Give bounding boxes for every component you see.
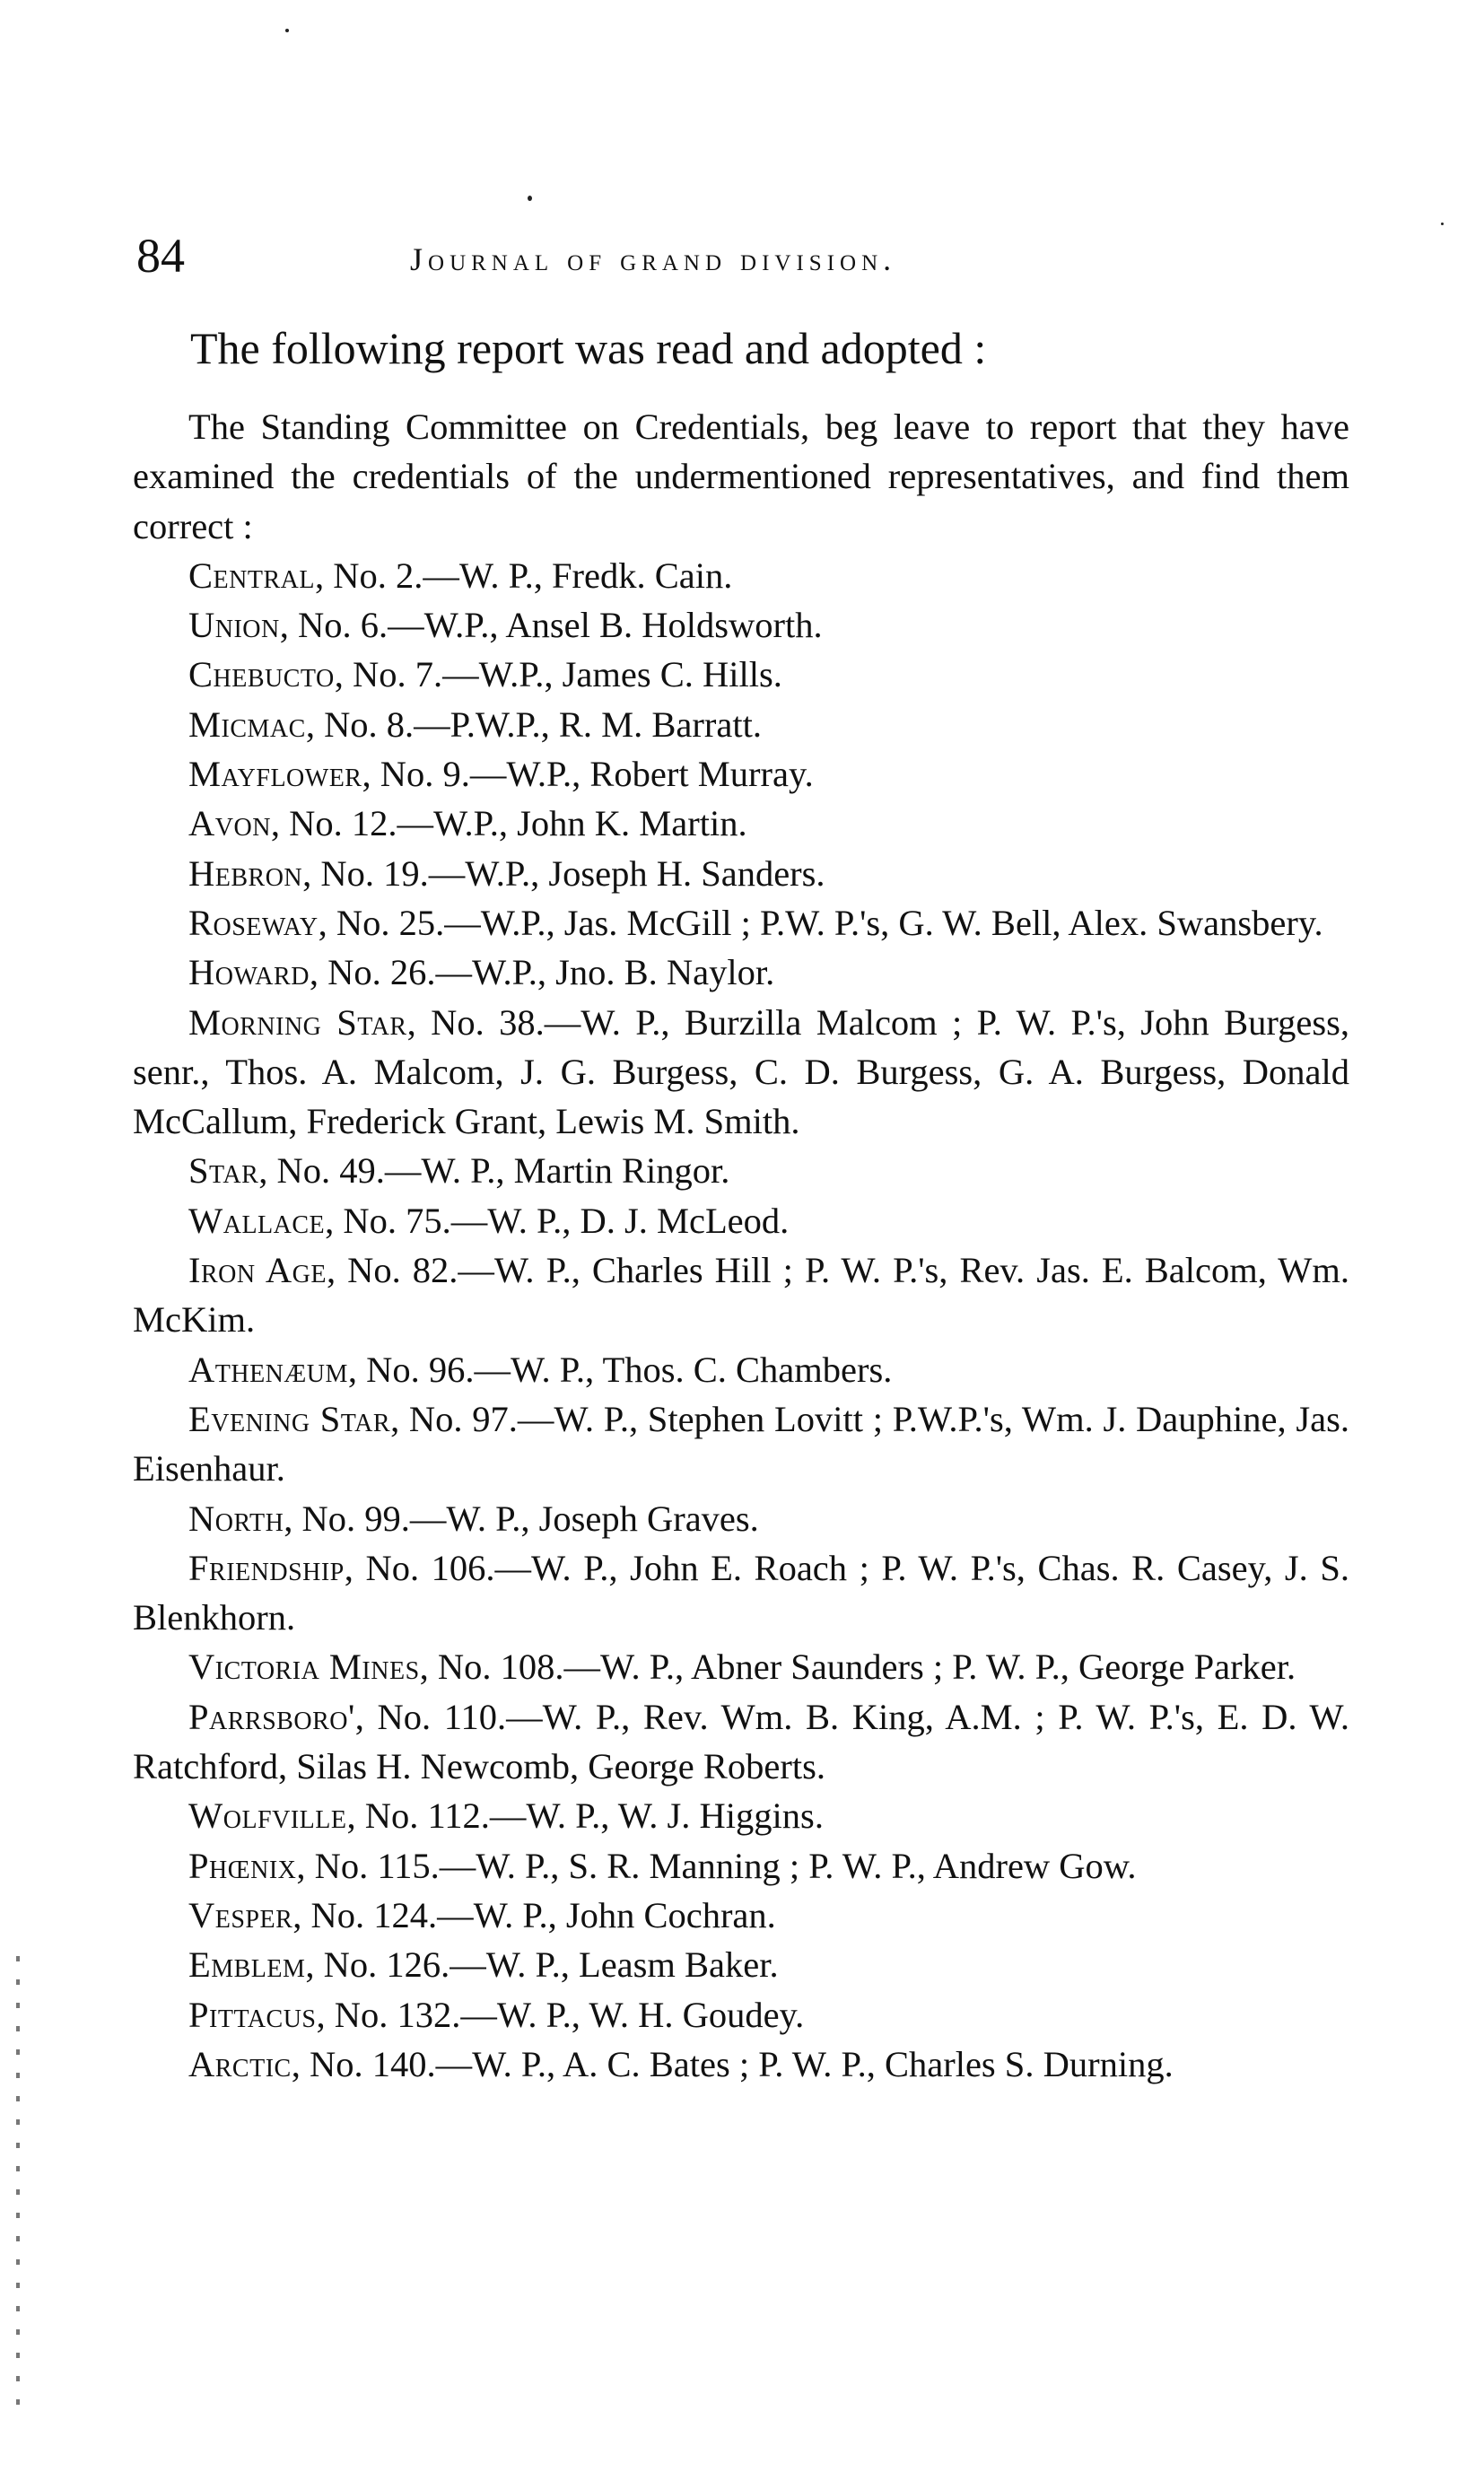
lodge-name: Pittacus	[188, 1994, 317, 2035]
list-item	[133, 1345, 1349, 1394]
lodge-name: Athenæum	[188, 1349, 348, 1390]
lodge-representatives: , No. 49.—W. P., Martin Ringor.	[258, 1150, 730, 1192]
lodge-name: Mayflower	[188, 754, 362, 795]
lodge-representatives: , No. 19.—W.P., Joseph H. Sanders.	[302, 852, 825, 894]
lodge-name: Wallace	[188, 1200, 326, 1241]
lodge-name: Victoria Mines	[188, 1647, 420, 1688]
lodge-representatives: , No. 99.—W. P., Joseph Graves.	[284, 1498, 759, 1539]
list-item	[133, 998, 1349, 1147]
lodge-name: Star	[188, 1150, 259, 1192]
lodge-representatives: , No. 96.—W. P., Thos. C. Chambers.	[347, 1349, 893, 1390]
list-item	[133, 1494, 1349, 1543]
lodge-representatives: , No. 7.—W.P., James C. Hills.	[334, 654, 782, 695]
running-head	[136, 224, 1357, 287]
lodge-name: Central	[188, 555, 315, 596]
list-item	[133, 849, 1349, 898]
list-item	[133, 799, 1349, 848]
list-item	[133, 1990, 1349, 2040]
list-item	[133, 1196, 1349, 1245]
lodge-representatives: , No. 126.—W. P., Leasm Baker.	[305, 1944, 779, 1986]
list-item	[133, 1543, 1349, 1643]
lodge-name: Iron Age	[188, 1250, 327, 1291]
lodge-representatives: , No. 108.—W. P., Abner Saunders ; P. W. P., George Parker.	[419, 1647, 1296, 1688]
list-item	[133, 600, 1349, 650]
lodge-representatives: , No. 124.—W. P., John Cochran.	[292, 1894, 776, 1935]
lodge-name: Friendship	[188, 1547, 345, 1588]
committee-statement: The Standing Committee on Credentials, beg leave to report that they have examined the credentials of the undermentioned representatives, and find them correct :	[133, 406, 1349, 546]
list-item	[133, 1841, 1349, 1891]
credentials-report	[133, 402, 1349, 2089]
lodge-name: Evening Star	[188, 1398, 391, 1439]
entry-list	[133, 551, 1349, 2089]
margin-dotted-line	[16, 1956, 20, 2423]
page-number: 84	[136, 229, 185, 283]
intro-line: The following report was read and adopted :	[190, 323, 987, 373]
lodge-representatives: , No. 132.—W. P., W. H. Goudey.	[316, 1994, 805, 2035]
lodge-name: Morning Star	[188, 1001, 407, 1043]
lodge-name: North	[188, 1498, 284, 1539]
list-item	[133, 948, 1349, 997]
list-item	[133, 650, 1349, 699]
lodge-representatives: , No. 106.—W. P., John E. Roach ; P. W. P.'s, Chas. R. Casey, J. S. Blenkhorn.	[133, 1547, 1349, 1638]
lodge-representatives: , No. 2.—W. P., Fredk. Cain.	[314, 555, 733, 596]
lodge-name: Hebron	[188, 852, 303, 894]
lodge-representatives: , No. 97.—W. P., Stephen Lovitt ; P.W.P.'s, Wm. J. Dauphine, Jas. Eisenhaur.	[133, 1398, 1349, 1489]
lodge-representatives: , No. 115.—W. P., S. R. Manning ; P. W. P., Andrew Gow.	[296, 1845, 1137, 1886]
ink-speck	[528, 196, 532, 201]
list-item	[133, 898, 1349, 948]
lodge-name: Avon	[188, 803, 271, 844]
lodge-name: Parrsboro'	[188, 1696, 355, 1737]
list-item	[133, 1642, 1349, 1691]
list-item	[133, 1394, 1349, 1494]
lodge-representatives: , No. 12.—W.P., John K. Martin.	[270, 803, 747, 844]
list-item	[133, 551, 1349, 600]
lodge-representatives: , No. 140.—W. P., A. C. Bates ; P. W. P., Charles S. Durning.	[291, 2043, 1174, 2084]
lodge-representatives: , No. 112.—W. P., W. J. Higgins.	[346, 1795, 824, 1837]
lodge-name: Phœnix	[188, 1845, 297, 1886]
list-item	[133, 1791, 1349, 1840]
lodge-name: Chebucto	[188, 654, 335, 695]
lodge-name: Vesper	[188, 1894, 293, 1935]
lodge-representatives: , No. 26.—W.P., Jno. B. Naylor.	[309, 952, 775, 993]
lodge-name: Wolfville	[188, 1795, 347, 1837]
list-item	[133, 1891, 1349, 1940]
journal-title: journal of grand division.	[410, 241, 897, 277]
lodge-name: Roseway	[188, 902, 319, 943]
lodge-name: Howard	[188, 952, 310, 993]
lodge-representatives: , No. 9.—W.P., Robert Murray.	[362, 754, 814, 795]
list-item	[133, 749, 1349, 799]
ink-speck	[1441, 223, 1444, 225]
list-item	[133, 2040, 1349, 2089]
lodge-representatives: , No. 110.—W. P., Rev. Wm. B. King, A.M. ; P. W. P.'s, E. D. W. Ratchford, Silas H. Newcomb, George Roberts.	[133, 1696, 1349, 1787]
lodge-name: Arctic	[188, 2043, 292, 2084]
list-item	[133, 1940, 1349, 1989]
lodge-representatives: , No. 25.—W.P., Jas. McGill ; P.W. P.'s, G. W. Bell, Alex. Swansbery.	[318, 902, 1323, 943]
lodge-name: Emblem	[188, 1944, 306, 1986]
lodge-representatives: , No. 6.—W.P., Ansel B. Holdsworth.	[279, 605, 823, 646]
list-item	[133, 1692, 1349, 1792]
lodge-representatives: , No. 8.—P.W.P., R. M. Barratt.	[305, 703, 762, 745]
list-item	[133, 1146, 1349, 1195]
lodge-representatives: , No. 38.—W. P., Burzilla Malcom ; P. W. P.'s, John Burgess, senr., Thos. A. Malcom, J. G. Burgess, C. D. Burgess, G. A. Burgess, Donald McCallum, Frederick Grant, Lewis M. Smith.	[133, 1001, 1349, 1142]
ink-speck	[285, 29, 289, 32]
lodge-name: Union	[188, 605, 280, 646]
lodge-name: Micmac	[188, 703, 306, 745]
list-item	[133, 700, 1349, 749]
list-item	[133, 1245, 1349, 1345]
lodge-representatives: , No. 75.—W. P., D. J. McLeod.	[325, 1200, 790, 1241]
lodge-representatives: , No. 82.—W. P., Charles Hill ; P. W. P.'s, Rev. Jas. E. Balcom, Wm. McKim.	[133, 1250, 1349, 1341]
